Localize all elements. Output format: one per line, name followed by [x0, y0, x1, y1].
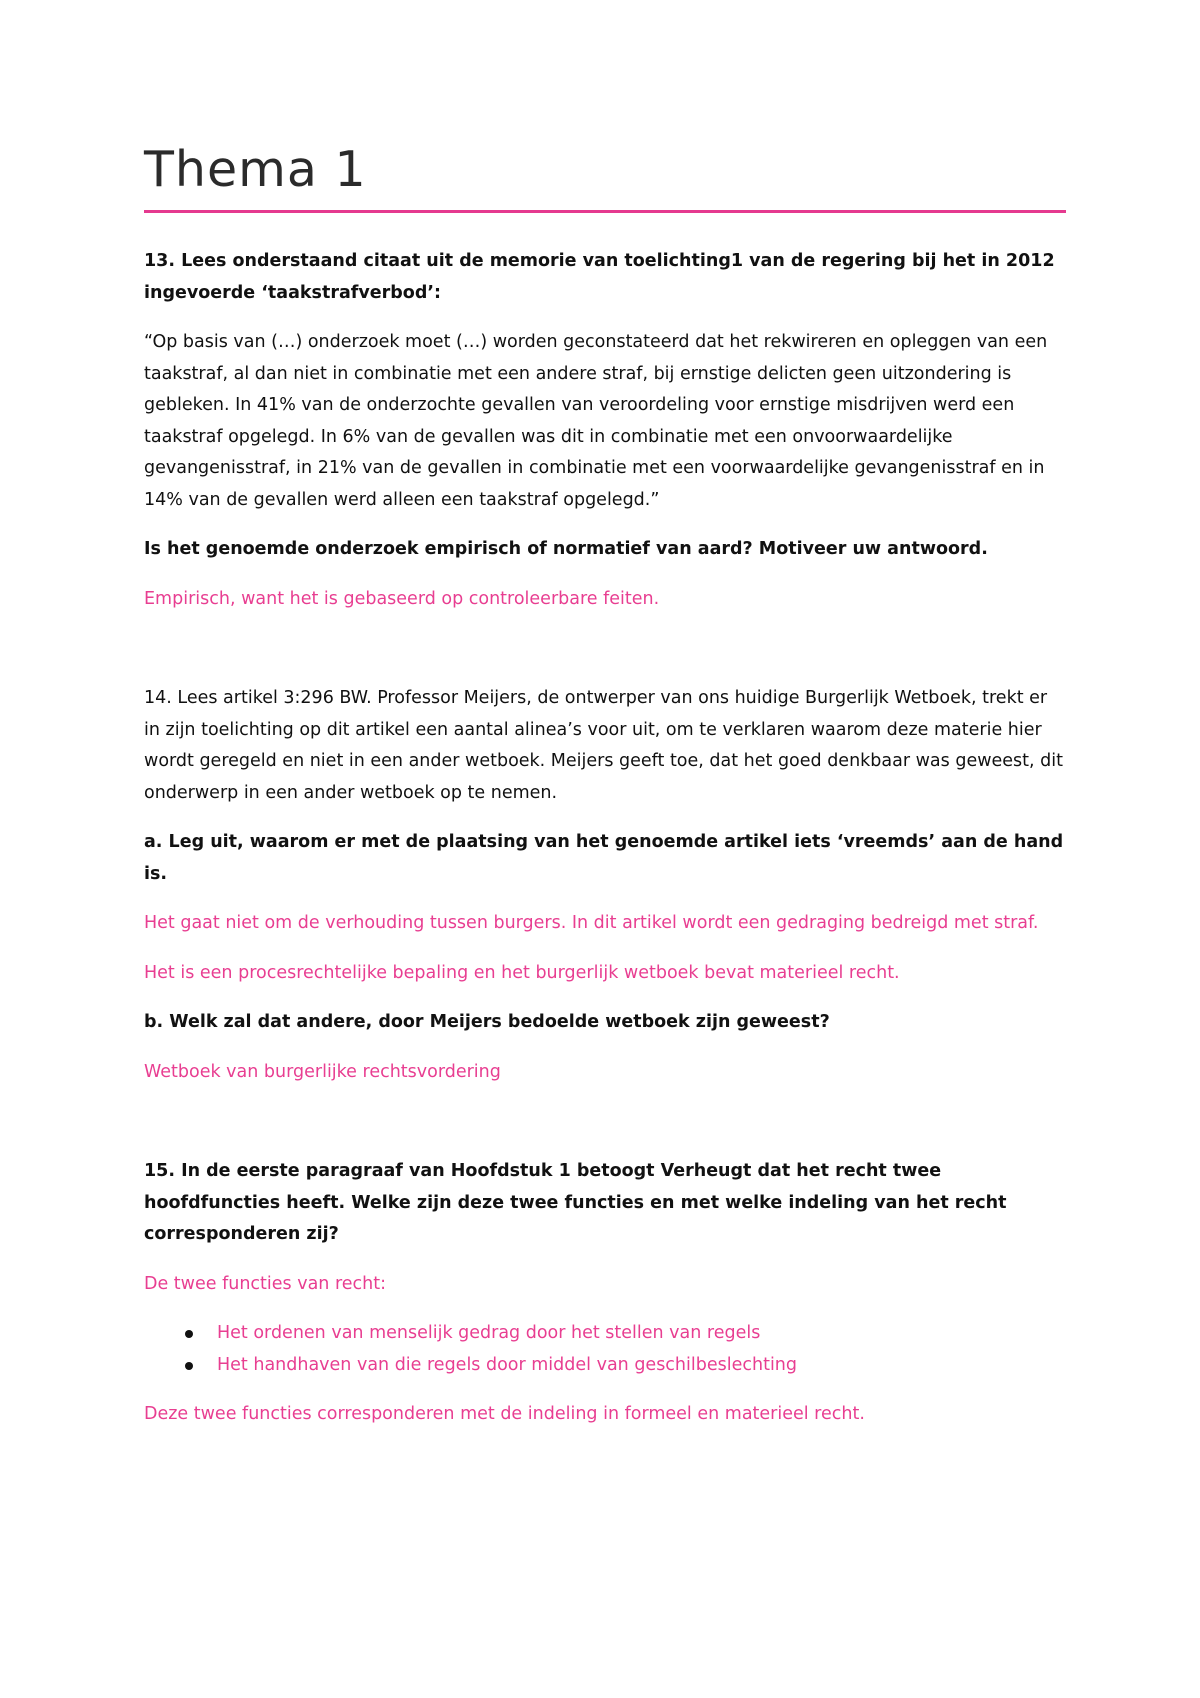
question-14b: b. Welk zal dat andere, door Meijers bedoelde wetboek zijn geweest? — [144, 1012, 830, 1032]
question-14-intro: 14. Lees artikel 3:296 BW. Professor Meijers, de ontwerper van ons huidige Burgerlijk Wetboek, trekt er in zijn toelichting op dit artikel een aantal alinea’s voor uit, om te verklaren waarom deze materie hier wordt geregeld en niet in een ander wetboek. Meijers geeft toe, dat het goed denkbaar was geweest, dit onderwerp in een ander wetboek op te nemen. — [144, 688, 1063, 803]
section-spacer — [144, 633, 1066, 683]
question-15-bullet-list — [144, 1318, 1066, 1381]
list-item-text: Het handhaven van die regels door middel van geschilbeslechting — [217, 1354, 798, 1375]
document-body — [144, 246, 1066, 1449]
question-14a-answer-2: Het is een procesrechtelijke bepaling en het burgerlijk wetboek bevat materieel recht. — [144, 962, 900, 983]
bullet-icon — [185, 1330, 193, 1338]
question-13: 13. Lees onderstaand citaat uit de memorie van toelichting1 van de regering bij het in 2012 ingevoerde ‘taakstrafverbod’: — [144, 251, 1055, 303]
question-13-sub-question: Is het genoemde onderzoek empirisch of normatief van aard? Motiveer uw antwoord. — [144, 539, 988, 559]
list-item-text: Het ordenen van menselijk gedrag door het stellen van regels — [217, 1323, 761, 1343]
bullet-icon — [185, 1362, 193, 1370]
question-15-answer-conclusion: Deze twee functies corresponderen met de indeling in formeel en materieel recht. — [144, 1404, 865, 1424]
page-title: Thema 1 — [144, 141, 367, 198]
question-13-answer: Empirisch, want het is gebaseerd op controleerbare feiten. — [144, 588, 660, 609]
title-underline — [144, 210, 1066, 213]
question-15: 15. In de eerste paragraaf van Hoofdstuk 1 betoogt Verheugt dat het recht twee hoofdfuncties heeft. Welke zijn deze twee functies en met welke indeling van het recht corresponderen zij? — [144, 1161, 1007, 1244]
question-14a-answer-1: Het gaat niet om de verhouding tussen burgers. In dit artikel wordt een gedraging bedreigd met straf. — [144, 913, 1039, 933]
question-15-answer-intro: De twee functies van recht: — [144, 1273, 386, 1294]
question-13-quote: “Op basis van (…) onderzoek moet (…) worden geconstateerd dat het rekwireren en opleggen van een taakstraf, al dan niet in combinatie met een andere straf, bij ernstige delicten geen uitzondering is gebleken. In 41% van de onderzochte gevallen van veroordeling voor ernstige misdrijven werd een taakstraf opgelegd. In 6% van de gevallen was dit in combinatie met een onvoorwaardelijke gevangenisstraf, in 21% van de gevallen in combinatie met een voorwaardelijke gevangenisstraf en in 14% van de gevallen werd alleen een taakstraf opgelegd.” — [144, 332, 1048, 510]
list-item — [144, 1318, 1066, 1350]
list-item — [144, 1350, 1066, 1382]
question-14b-answer: Wetboek van burgerlijke rechtsvordering — [144, 1061, 501, 1082]
section-spacer — [144, 1106, 1066, 1156]
question-14a: a. Leg uit, waarom er met de plaatsing van het genoemde artikel iets ‘vreemds’ aan de hand is. — [144, 832, 1064, 884]
